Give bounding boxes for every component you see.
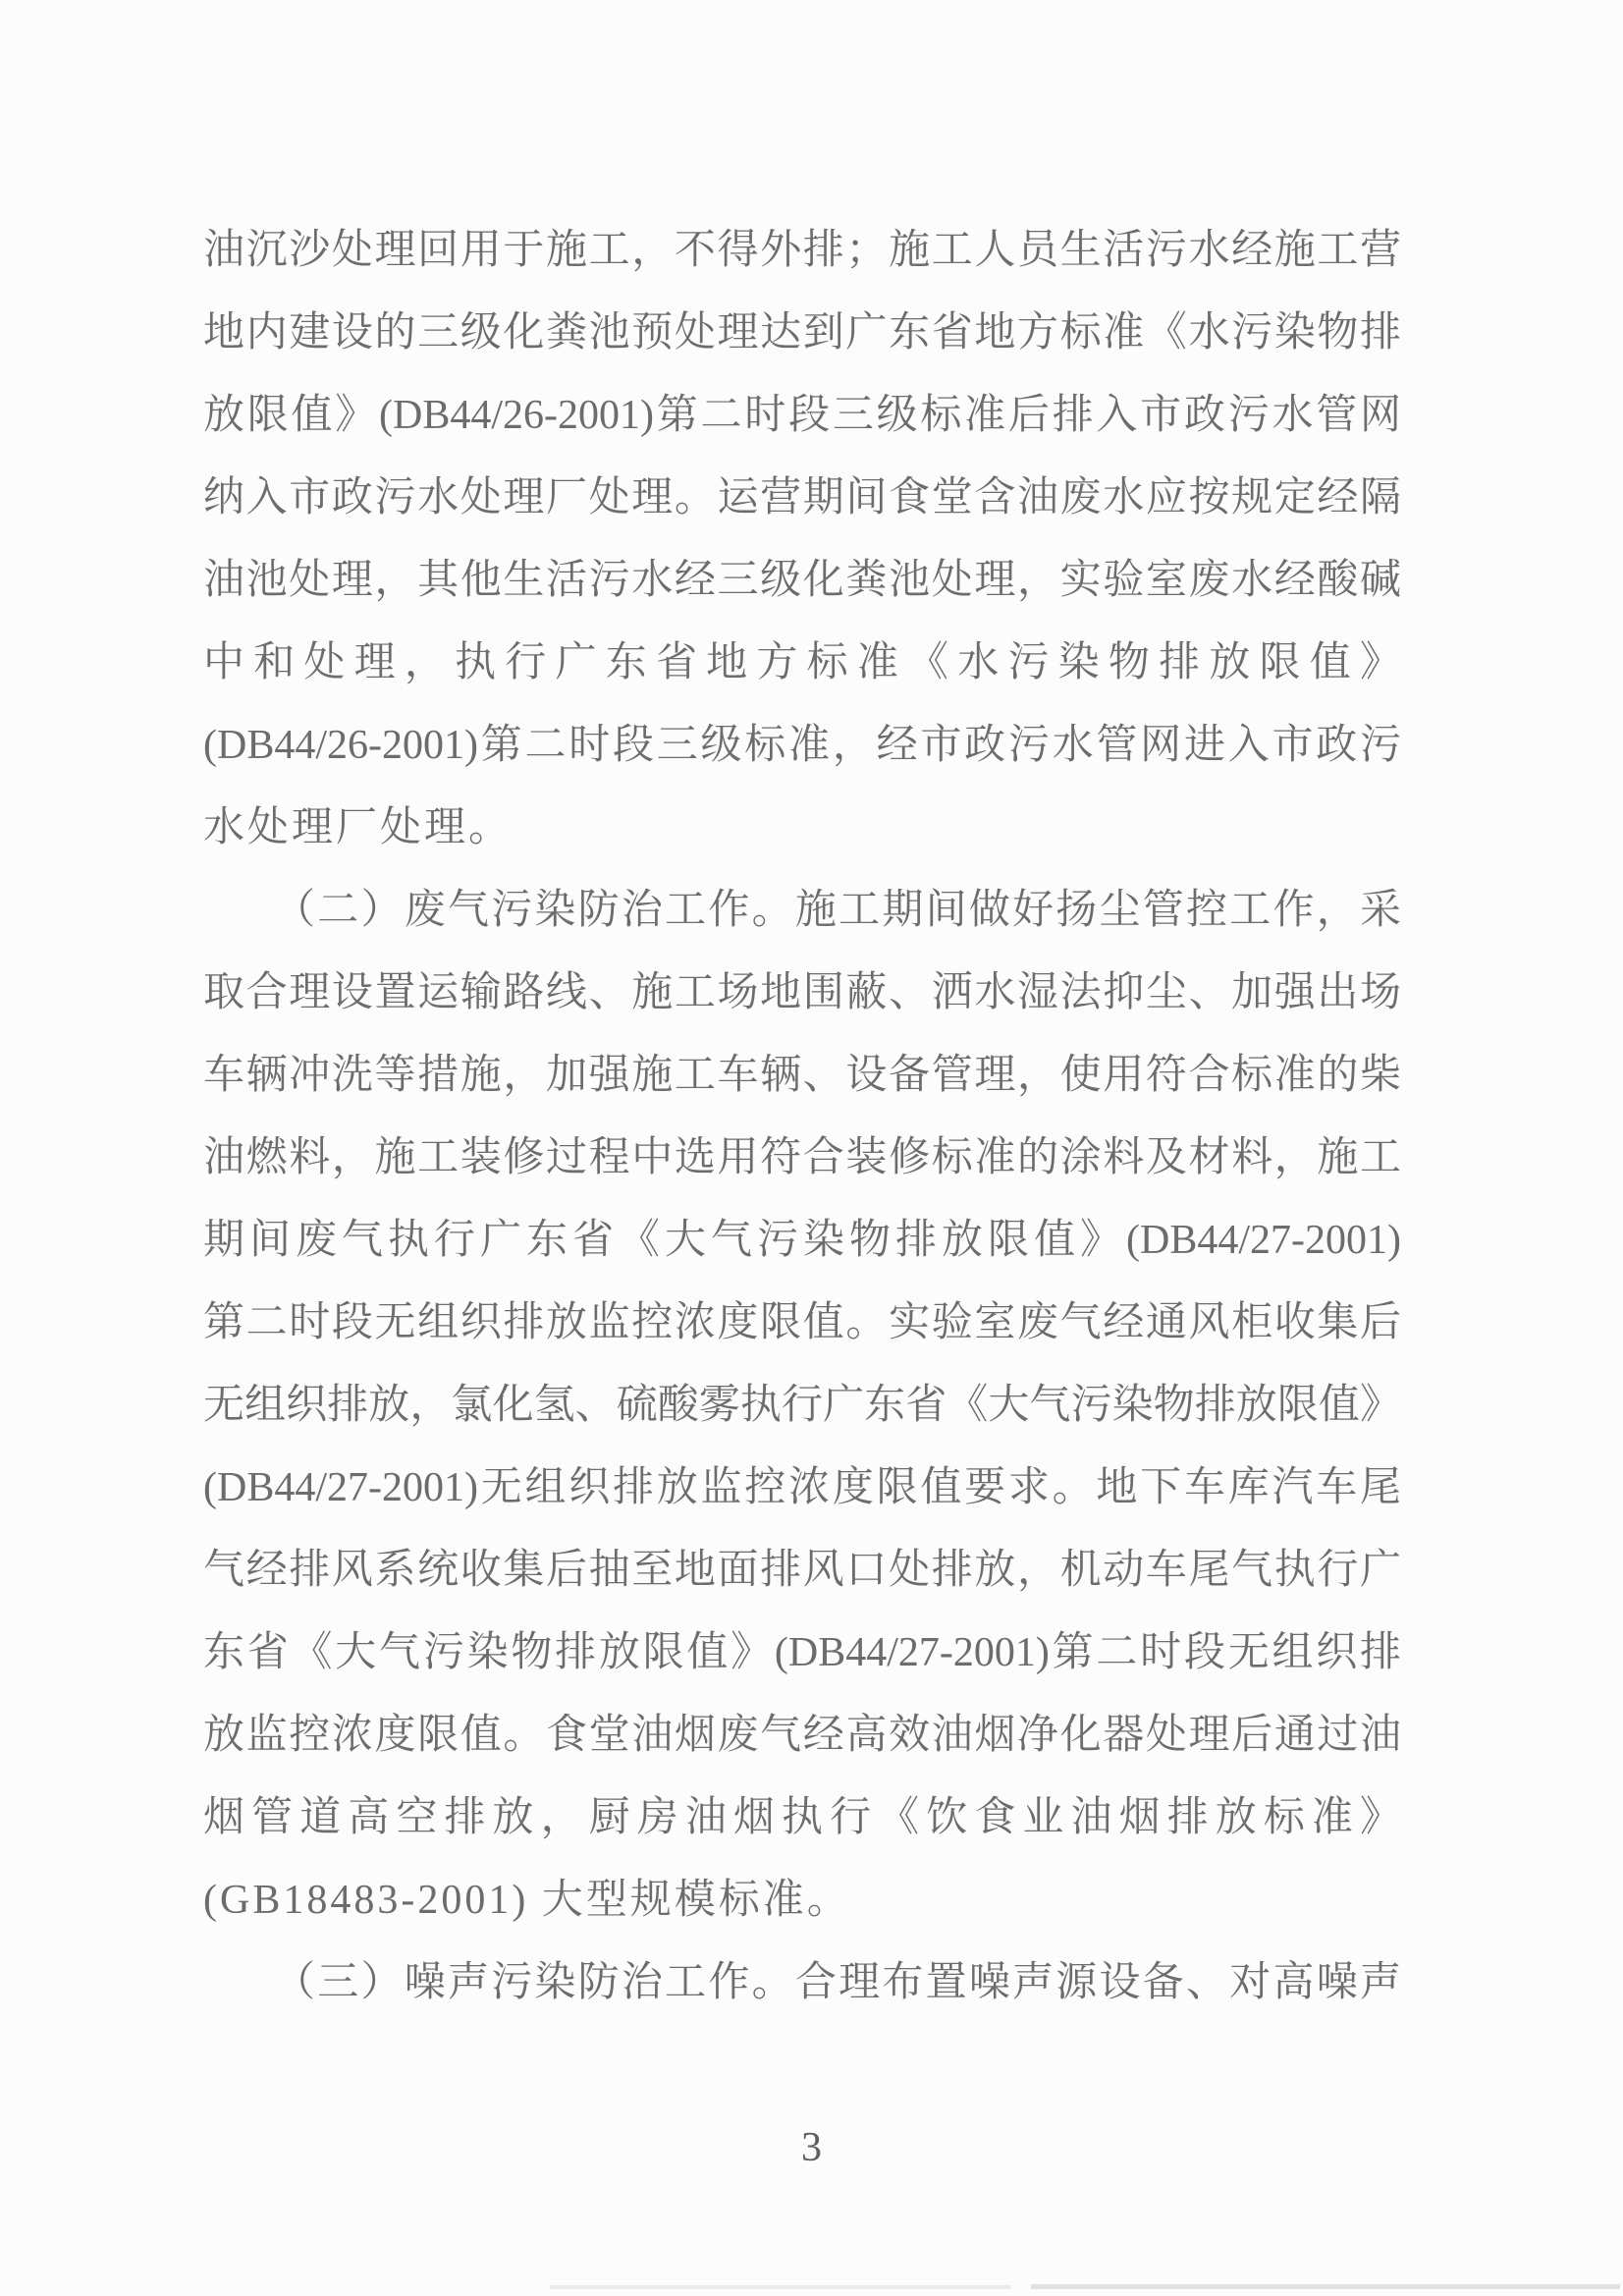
text-line-paragraph-start: （三）噪声污染防治工作。合理布置噪声源设备、对高噪声	[274, 1960, 1401, 2005]
text-line: 中和处理，执行广东省地方标准《水污染物排放限值》	[203, 640, 1401, 685]
text-line: 气经排风系统收集后抽至地面排风口处排放，机动车尾气执行广	[203, 1548, 1401, 1593]
text-line: 烟管道高空排放，厨房油烟执行《饮食业油烟排放标准》	[203, 1795, 1401, 1840]
text-line: 无组织排放，氯化氢、硫酸雾执行广东省《大气污染物排放限值》	[203, 1383, 1401, 1428]
text-line: 放监控浓度限值。食堂油烟废气经高效油烟净化器处理后通过油	[203, 1713, 1401, 1758]
text-line: 东省《大气污染物排放限值》(DB44/27-2001)第二时段无组织排	[203, 1630, 1401, 1675]
text-line: 取合理设置运输路线、施工场地围蔽、洒水湿法抑尘、加强出场	[203, 970, 1401, 1015]
text-line: 油燃料，施工装修过程中选用符合装修标准的涂料及材料，施工	[203, 1135, 1401, 1180]
text-line: 油沉沙处理回用于施工，不得外排；施工人员生活污水经施工营	[203, 228, 1401, 273]
text-line: 放限值》(DB44/26-2001)第二时段三级标准后排入市政污水管网	[203, 393, 1401, 438]
text-line: (DB44/27-2001)无组织排放监控浓度限值要求。地下车库汽车尾	[203, 1465, 1401, 1510]
text-line-paragraph-start: （二）废气污染防治工作。施工期间做好扬尘管控工作，采	[274, 888, 1401, 933]
scan-artifact-line	[1031, 2284, 1620, 2289]
text-line: 油池处理，其他生活污水经三级化粪池处理，实验室废水经酸碱	[203, 558, 1401, 603]
text-line: (GB18483-2001) 大型规模标准。	[203, 1878, 851, 1923]
text-line: 纳入市政污水处理厂处理。运营期间食堂含油废水应按规定经隔	[203, 475, 1401, 520]
text-line: 第二时段无组织排放监控浓度限值。实验室废气经通风柜收集后	[203, 1300, 1401, 1345]
scan-artifact-line	[550, 2285, 1011, 2289]
text-line: 水处理厂处理。	[203, 805, 514, 850]
text-line: 地内建设的三级化粪池预处理达到广东省地方标准《水污染物排	[203, 310, 1401, 355]
page-number: 3	[801, 2125, 822, 2170]
text-line: (DB44/26-2001)第二时段三级标准，经市政污水管网进入市政污	[203, 723, 1401, 768]
text-line: 车辆冲洗等措施，加强施工车辆、设备管理，使用符合标准的柴	[203, 1053, 1401, 1098]
document-text	[203, 209, 1401, 2024]
text-line: 期间废气执行广东省《大气污染物排放限值》(DB44/27-2001)	[203, 1218, 1401, 1263]
